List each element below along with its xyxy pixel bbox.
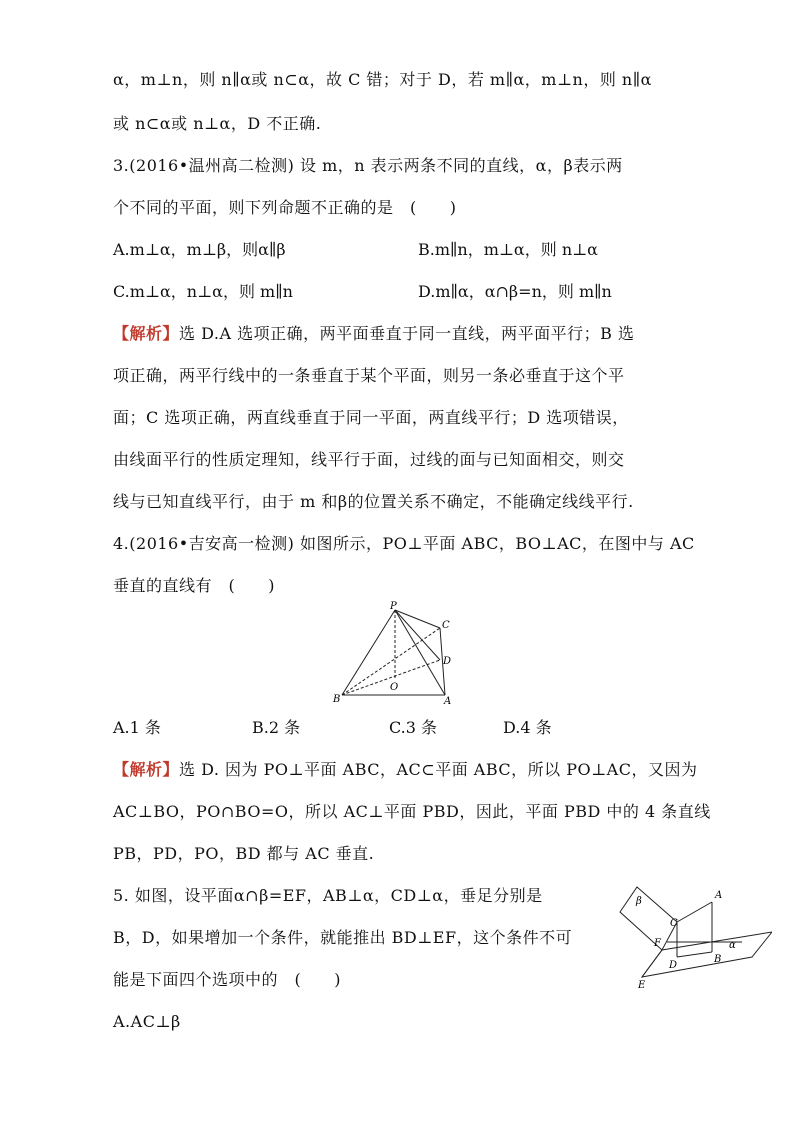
question-4-line-2: 垂直的直线有 ( )	[113, 576, 275, 595]
solution-3-text: 选 D.A 选项正确，两平面垂直于同一直线，两平面平行；B 选	[179, 324, 635, 343]
pyramid-figure	[330, 600, 460, 710]
solution-tag: 【解析】	[113, 324, 180, 343]
solution-4-line-2: AC⊥BO，PO∩BO=O，所以 AC⊥平面 PBD，因此，平面 PBD 中的 4 条直线	[113, 802, 711, 821]
q4-option-b: B.2 条	[252, 718, 301, 737]
label-a: A	[444, 696, 452, 707]
label-o: O	[390, 682, 399, 693]
label-d: D	[443, 656, 452, 667]
question-3-line-1: 3.(2016•温州高二检测) 设 m，n 表示两条不同的直线，α，β表示两	[113, 156, 623, 175]
q3-option-b: B.m∥n，m⊥α，则 n⊥α	[418, 240, 598, 259]
solution-4-text: 选 D. 因为 PO⊥平面 ABC，AC⊂平面 ABC，所以 PO⊥AC，又因为	[179, 760, 698, 779]
q4-option-c: C.3 条	[389, 718, 438, 737]
q3-option-d: D.m∥α，α∩β=n，则 m∥n	[418, 282, 612, 301]
question-5-line-3: 能是下面四个选项中的 ( )	[113, 970, 341, 989]
label-c: C	[670, 918, 678, 929]
label-p: P	[390, 601, 397, 612]
question-3-line-2: 个不同的平面，则下列命题不正确的是 ( )	[113, 198, 457, 217]
label-d: D	[669, 960, 678, 971]
q3-option-c: C.m⊥α，n⊥α，则 m∥n	[113, 282, 293, 301]
question-4-line-1: 4.(2016•吉安高一检测) 如图所示，PO⊥平面 ABC，BO⊥AC，在图中与 AC	[113, 534, 695, 553]
q4-option-d: D.4 条	[503, 718, 552, 737]
solution-3-line-1	[113, 324, 634, 344]
question-5-line-1: 5. 如图，设平面α∩β=EF，AB⊥α，CD⊥α，垂足分别是	[113, 886, 543, 905]
label-a: A	[715, 890, 723, 901]
solution-4-line-3: PB，PD，PO，BD 都与 AC 垂直.	[113, 844, 375, 863]
solution-tag: 【解析】	[113, 760, 180, 779]
q3-option-a: A.m⊥α，m⊥β，则α∥β	[113, 240, 286, 259]
line-2: 或 n⊂α或 n⊥α，D 不正确.	[113, 114, 322, 133]
solution-3-line-4: 由线面平行的性质定理知，线平行于面，过线的面与已知面相交，则交	[113, 450, 625, 469]
label-f: F	[654, 938, 661, 949]
label-e: E	[638, 980, 646, 991]
label-alpha: α	[729, 940, 736, 951]
q4-option-a: A.1 条	[113, 718, 161, 737]
label-b: B	[333, 694, 341, 705]
question-5-line-2: B，D，如果增加一个条件，就能推出 BD⊥EF，这个条件不可	[113, 928, 573, 947]
solution-4-line-1	[113, 760, 697, 780]
label-beta: β	[636, 896, 642, 907]
label-b: B	[714, 954, 722, 965]
line-1: α，m⊥n，则 n∥α或 n⊂α，故 C 错；对于 D，若 m∥α，m⊥n，则 n∥α	[113, 70, 652, 89]
solution-3-line-3: 面；C 选项正确，两直线垂直于同一平面，两直线平行；D 选项错误，	[113, 408, 629, 427]
question-5-option-a: A.AC⊥β	[113, 1012, 181, 1031]
planes-figure	[612, 882, 772, 992]
solution-3-line-5: 线与已知直线平行，由于 m 和β的位置关系不确定，不能确定线线平行.	[113, 492, 634, 511]
solution-3-line-2: 项正确，两平行线中的一条垂直于某个平面，则另一条必垂直于这个平	[113, 366, 625, 385]
label-c: C	[442, 620, 450, 631]
